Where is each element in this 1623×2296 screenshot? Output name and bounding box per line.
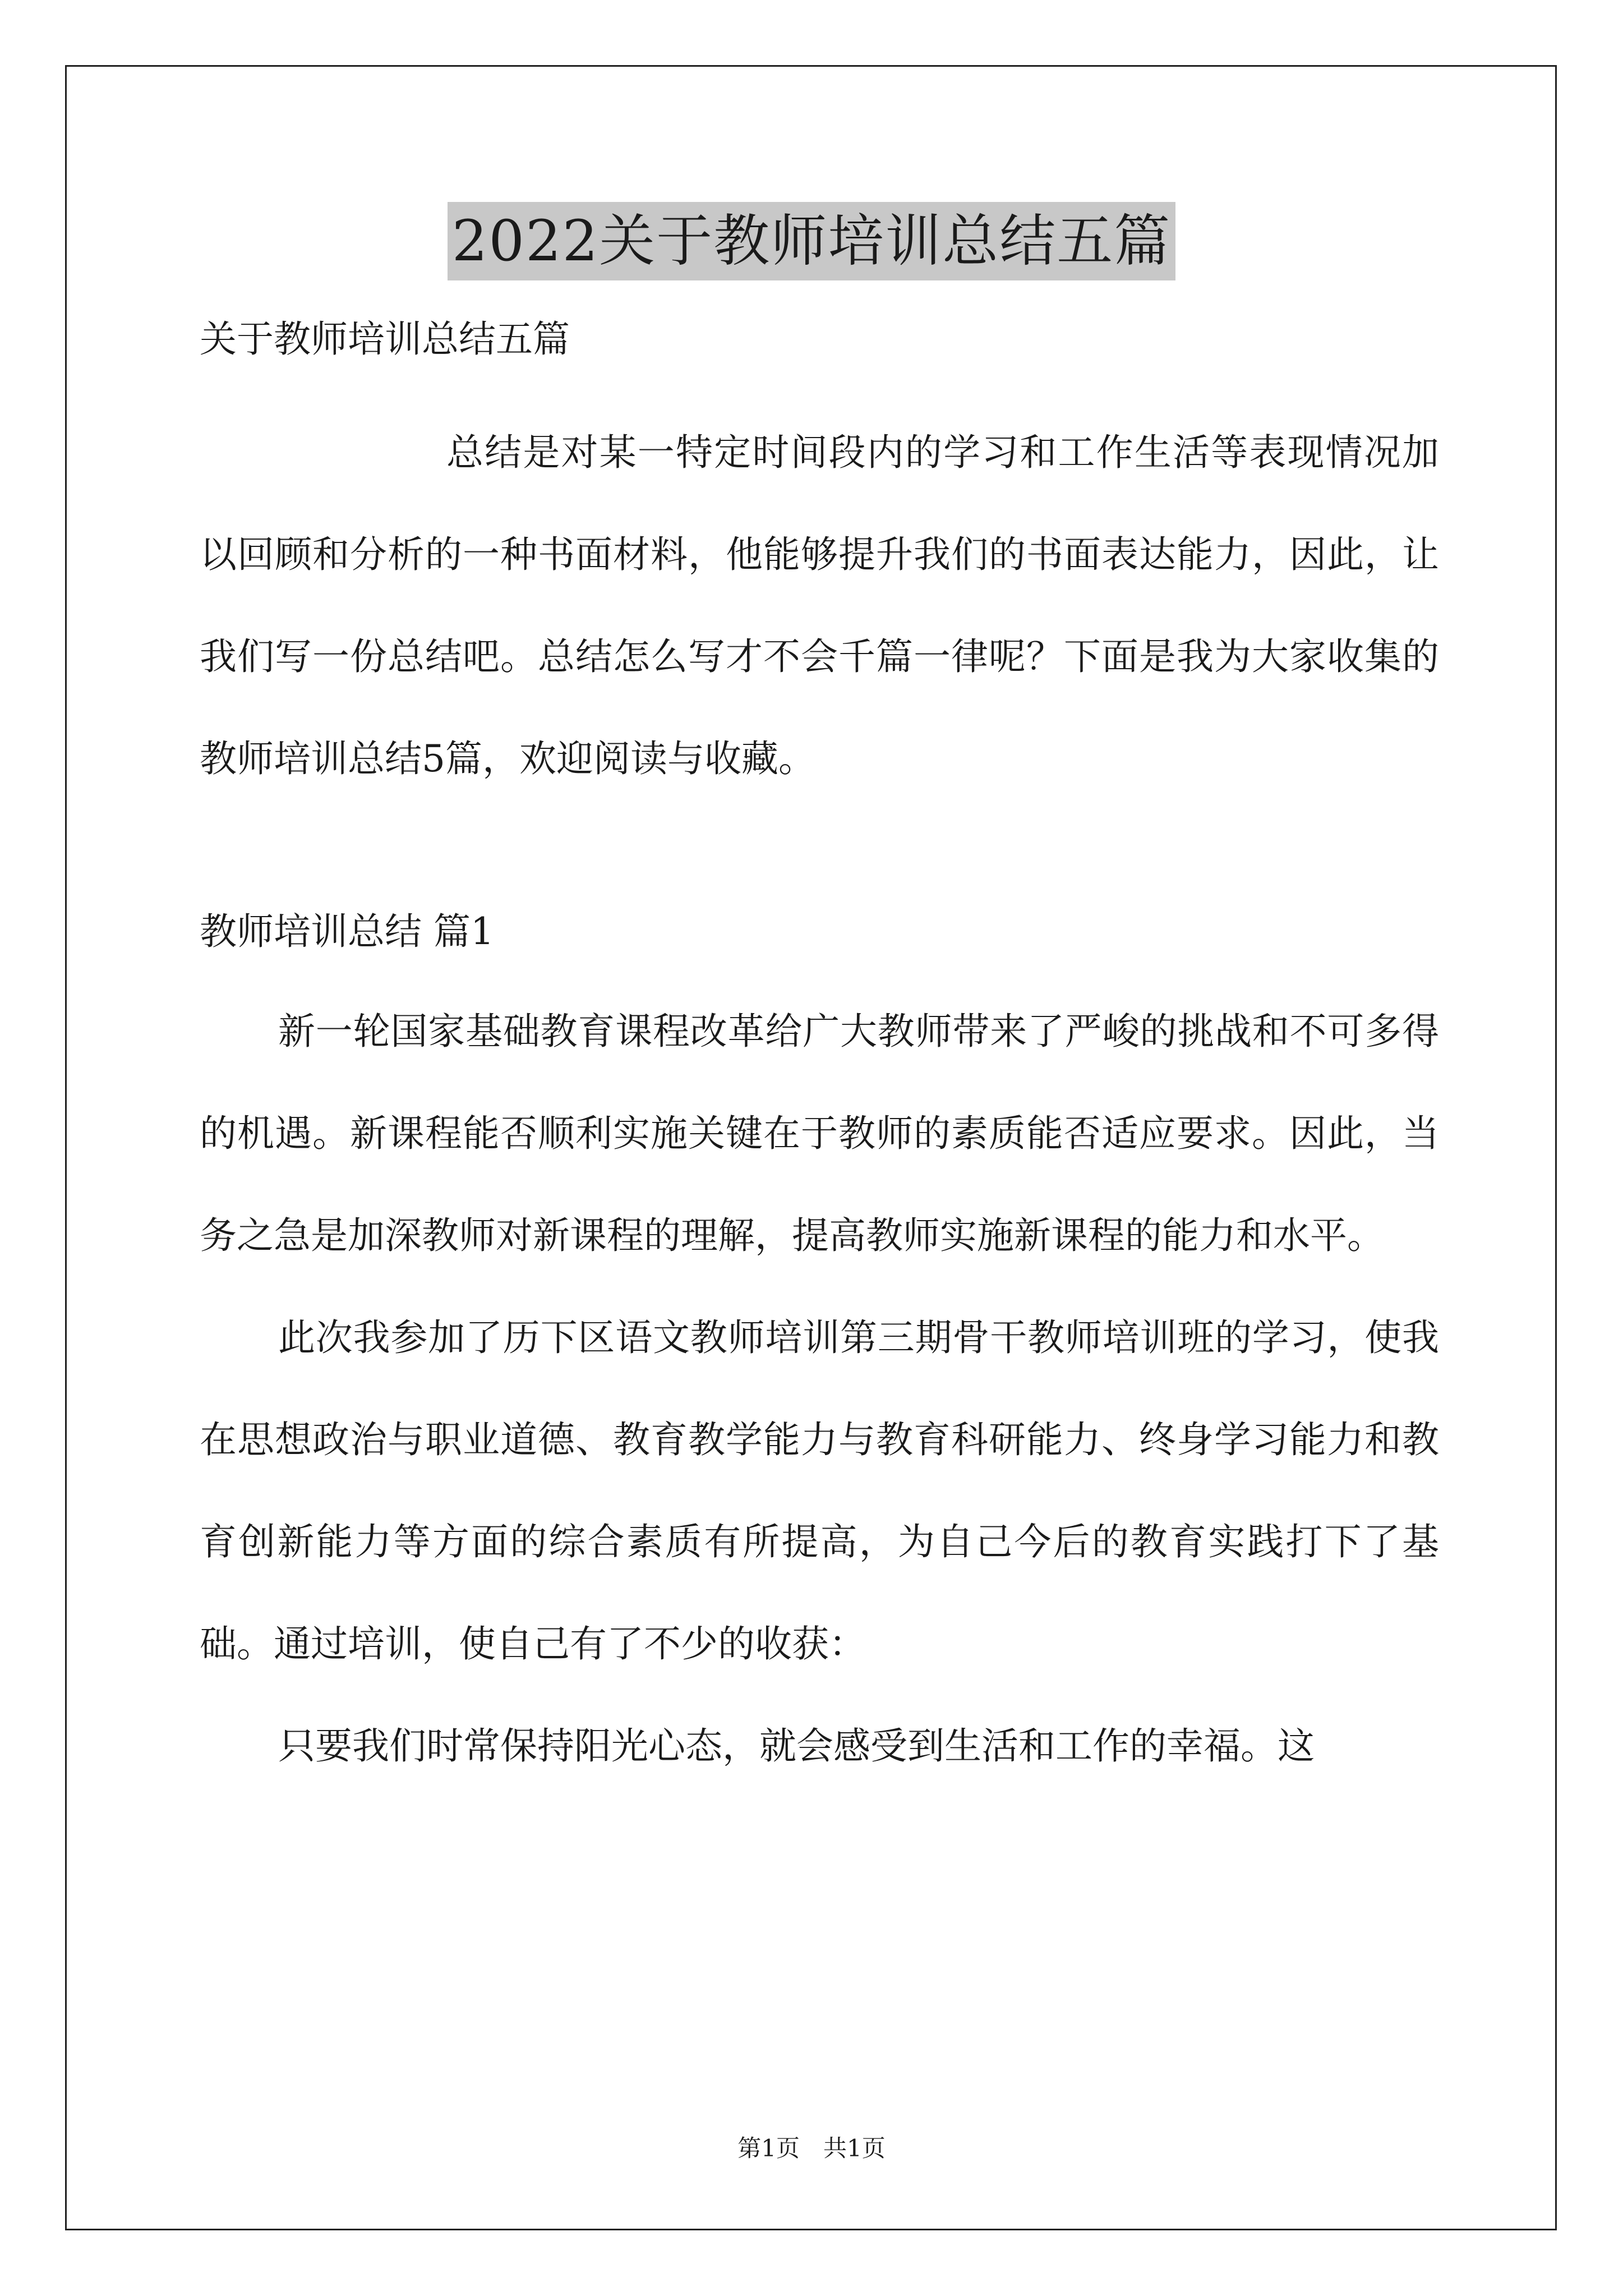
document-subtitle: 关于教师培训总结五篇 [200, 318, 570, 361]
intro-paragraph: 总结是对某一特定时间段内的学习和工作生活等表现情况加以回顾和分析的一种书面材料，他能够提升我们的书面表达能力，因此，让我们写一份总结吧。总结怎么写才不会千篇一律呢？下面是我为大家收集的教师培训总结5篇，欢迎阅读与收藏。 [200, 431, 1439, 780]
title-container [0, 202, 1623, 280]
document-body [200, 314, 1439, 1797]
document-title: 2022关于教师培训总结五篇 [448, 202, 1176, 280]
body-paragraph-2: 此次我参加了历下区语文教师培训第三期骨干教师培训班的学习，使我在思想政治与职业道德、教育教学能力与教育科研能力、终身学习能力和教育创新能力等方面的综合素质有所提高，为自己今后的教育实践打下了基础。通过培训，使自己有了不少的收获： [200, 1316, 1439, 1665]
page-footer: 第1页 共1页 [737, 2134, 886, 2162]
body-paragraph-1: 新一轮国家基础教育课程改革给广大教师带来了严峻的挑战和不可多得的机遇。新课程能否顺利实施关键在于教师的素质能否适应要求。因此，当务之急是加深教师对新课程的理解，提高教师实施新课程的能力和水平。 [200, 1010, 1439, 1257]
section-heading: 教师培训总结 篇1 [200, 910, 494, 953]
body-paragraph-3: 只要我们时常保持阳光心态，就会感受到生活和工作的幸福。这 [278, 1724, 1315, 1768]
